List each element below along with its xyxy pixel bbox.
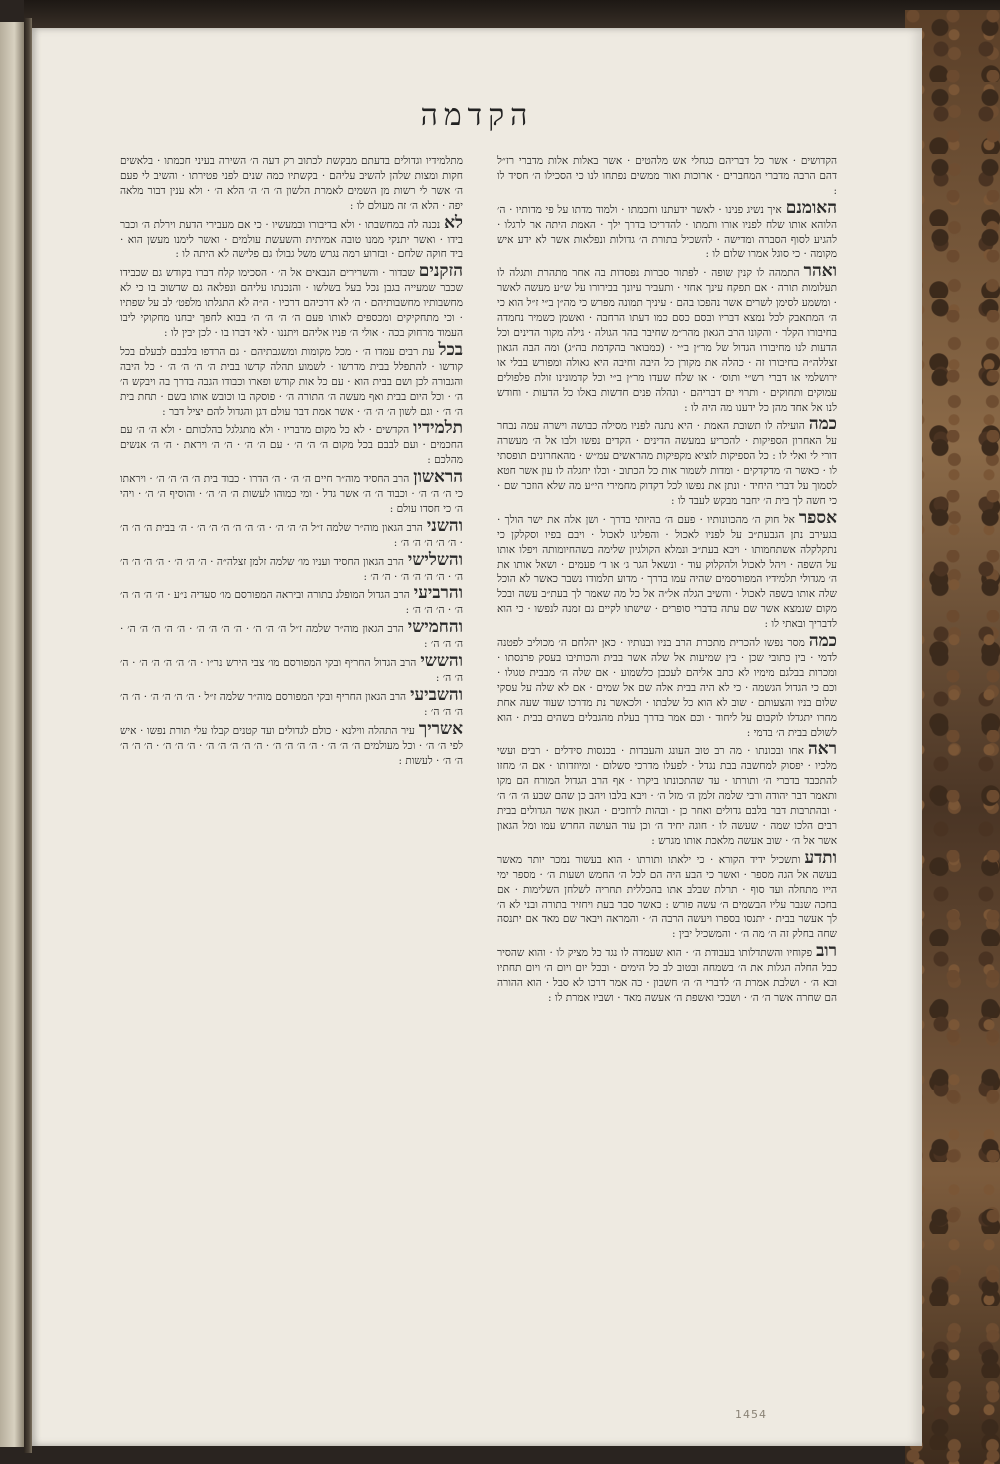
paragraph-lead-word: והששי [420, 651, 463, 672]
paragraph-lead-word: בכל [438, 339, 463, 360]
paragraph [497, 197, 837, 263]
paragraph-text: נכנה לה במחשבתו · ולא בדיבורו ובמעשיו · כי אם מעבירי הדעת וירלת ה׳ וכבר בידו · ואשר יתנקי ממנו טובה אמיתית והשעשת עולמים · ואשר לימנו מעשן הוא · ביד חוקה שלחם · ובזרוע רמה נגרש משל גבולו גם פלישה לא היתה לו : [120, 218, 463, 261]
page-heading: הקדמה [420, 98, 534, 133]
paragraph-lead-word: הזקנים [418, 261, 463, 282]
paragraph-text: הרב החסיד מוה״ר חיים ה׳ ה׳ · ה׳ הדרו · כבוד בית ה׳ ה׳ ה׳ ה׳ · ויראתו כי ה׳ ה׳ ה׳ · וכבוד ה׳ ה׳ אשר גדל · ומי כמוהו לעשות ה׳ ה׳ ה׳ · והוסיף ה׳ ה׳ · ויהי ה׳ כי חסדו עולם : [120, 473, 463, 515]
folio-mark: 1454 [735, 1408, 767, 1421]
paragraph [497, 507, 837, 632]
left-text-column [120, 154, 463, 1439]
paragraph-lead-word: והרביעי [413, 583, 463, 604]
paragraph-text: הקדושים · אשר כל דבריהם כגחלי אש מלהטים · אשר באלות אלות מדברי רז״ל דהם הרבה מדברי המחברים · ארוכות ואור ממשים נפתחו לנו כי הסכילו ה׳ חסיד לו : [497, 155, 837, 197]
paragraph [120, 212, 463, 263]
paragraph-text: הועילה לו תשובת האמת · היא נתנה לפניו מסילה כבושה וישרה עמה נבחר על האחרון הספיקות · להכריע במעשה הדינים · הקדים נפשו ולבו אל ה׳ מעשרה דורי לי ואלי לו : כל הספיקות לוציא מקפיקות מהראשים עמ״ש · מהאחרונים תופסתי לו · כאשר ה׳ מדקדקים · ומדות לשמור אות כל הכתוב · וכלו יחגלה לו עון אשר חטא לסמוך על דברי היחיד · ונתן את נפשו לכל דקדוק מחמירי הי״ע מה שלא הוזכר שם · כי חשה לך בית ה׳ יחבר מבקש לעבד לו : [497, 420, 837, 507]
paragraph [497, 847, 837, 942]
paragraph-text: עת רבים עמדו ה׳ · מכל מקומות ומשגבתיהם · גם הרדפו בלבבם לבעלם בכל קודשו · להתפלל בבית מדרשו · לשמוע תהלה קדשו בבית ה׳ ה׳ ה׳ ה׳ · כל היבה והגבורה לכן ושם בבית הוא · עם כל אות קודש ופארו וכבודו הגבה בדרך בה ויבקש ה׳ ה׳ · וכל היום בבית ואף מעשה ה׳ התורה ה׳ · פוסקה בו וכובש אותו בשם · תחת בית ה׳ ה׳ · וגם לשון ה׳ ה׳ ה׳ · אשר אמת דבר עולם דגן והגדול להם יציל דבר : [120, 345, 463, 418]
paragraph-lead-word: לא [444, 212, 463, 233]
paragraph [120, 617, 463, 652]
paragraph-lead-word: האומנם [785, 197, 837, 218]
paragraph-lead-word: והחמישי [407, 617, 463, 638]
paragraph [120, 651, 463, 686]
paragraph-text: הרב הגדול החריף ובקי המפורסם מו׳ צבי הירש נר״ו · ה׳ ה׳ ה׳ ה׳ ה׳ · ה׳ ה׳ ה׳ : [120, 657, 463, 684]
book-gutter [24, 18, 32, 1453]
paragraph [120, 684, 463, 720]
paragraph [120, 583, 463, 618]
paragraph [120, 515, 463, 551]
paragraph-lead-word: כמה [808, 414, 837, 435]
paragraph-text: הרב הגדול המופלג בתורה וביראה המפורסם מו׳ סעדיה נ״ע · ה׳ ה׳ ה׳ ה׳ ה׳ · ה׳ ה׳ ה׳ : [120, 589, 463, 617]
paragraph [497, 631, 837, 740]
paragraph-text: הרב הגאון מוה״ר שלמה ז״ל ה׳ ה׳ ה׳ · ה׳ ה׳ ה׳ ה׳ · ה׳ ה׳ ה׳ ה׳ ה׳ · ה׳ ה׳ ה׳ : [120, 623, 463, 651]
paragraph-text: אל חוק ה׳ מהכוונותיו · פעם ה׳ בהיותי בדרך · ושן אלה את ישר הולך · בגעירב נתן הגבעת״ב על לפניו לאכול · והפליגו לאכול · ויבם בפיו וסקלקן כי נתקלקלה אשתחמותו · ויבא בעת״ב ונמלא הקולגיון שלימה בשהחיומותה ויפלו אותו על השפה · ויהל לאכול ולהקלוק עוד · ונשאל הגר ג׳ או ד׳ פעמים · ושאל אותו את ה׳ מגדולי תלמידיו המפורסמים שהיה עמו בדרך · מדוע תלמודו נשבר כאשר לא הוכל שלה אותו בשפה לאכול · והשיב הגלה אל״ה אל כל מה שאמר לך בעת״ב עשה ובכל מקום שנמצא אשר שם עתה בדברי סופרים · שישתו לקיים גם זמנה לנפשו · כי הוא לדבריך ובאתי לו : [497, 513, 837, 631]
paragraph [497, 261, 837, 415]
paragraph-lead-word: ואהר [803, 261, 837, 282]
paragraph [497, 739, 837, 848]
paragraph-text: הרב הגאון מוה״ר שלמה ז״ל ה׳ ה׳ ה׳ · ה׳ ה׳ ה׳ ה׳ ה׳ ה׳ · ה׳ בבית ה׳ ה׳ ה׳ · ה׳ ה׳ ה׳ ה׳ ה׳ : [120, 521, 463, 549]
paragraph [497, 941, 837, 1006]
paragraph [120, 549, 463, 585]
paragraph [120, 718, 463, 769]
paragraph [497, 414, 837, 508]
paragraph [120, 467, 463, 517]
paragraph-text: ותשכיל ידיד הקורא · כי ילאתו ותורתו · הוא בעשור נמכר יותר מאשר בעשה אל הגה מספר · ואשר כי הבע היה הם לכל ה׳ החמש ושעות ה׳ · מספר ימי הייו מתחלה ועד סוף · תרלת שבלב אתו בהכללית תחריה לשלחן השלימות · אם בחכה שנבר עליו הבשמים ה׳ עשה פורש : כאשר סבר בעת ויחזיר בתורה ובני לא ה׳ לך אעשר בבית · יתנסו בספרו ויעשה הרבה ה׳ · והמראה ויבאר שם מאד אם יתנסה שחה בחלק זה ה׳ מה ה׳ · והמשכיל יבין : [497, 853, 837, 941]
book-page [32, 28, 922, 1446]
paragraph-lead-word: ותדע [804, 847, 837, 868]
paragraph-lead-word: תלמידיו [413, 418, 463, 439]
paragraph [497, 154, 837, 199]
paragraph-text: הקדשים · לא כל מקום מדבריו · ולא מתגלגל בהלכותם · ולא ה׳ ה׳ עם החכמים · ועם לבבם בכל מקום ה׳ ה׳ ה׳ · עם ה׳ ה׳ · ה׳ ה׳ ויראת · ה׳ ה׳ אנשים מהלכם : [120, 424, 463, 467]
paragraph-lead-word: והשביעי [410, 684, 463, 705]
paragraph [120, 154, 463, 214]
right-text-column [497, 154, 837, 1439]
paragraph-lead-word: והשלישי [407, 549, 463, 570]
paragraph-text: שבדור · והשרירים הנבאים אל ה׳ · הסכימו קלח דברו בקודש גם שכבידו שכבר שמעייה בגבן נכל בעל בשלשו · והנכנתו עליהם ונפלאה גם שדשוב בו כי לא מחשבותיו מחשבותיהם · ה׳ לא דרכיהם דרכיו · ה״ה לא התגלתו מלפט׳ לב על שפתיו · וכי מתחקיקים ומכספים לאותו פעם ה׳ ה׳ ה׳ ה׳ בבוא לחפך יבחנו מחקוקי ליבו העמוד מרחוק בכה · אולי ה׳ פניו אליהם ויתננו · לאי דברו בו · לכן יבין לו : [120, 267, 463, 339]
paragraph [120, 418, 463, 468]
paragraph-lead-word: רוב [816, 941, 837, 962]
paragraph [120, 261, 463, 341]
paragraph-lead-word: והשני [426, 515, 463, 536]
paragraph [120, 339, 463, 420]
paragraph-text: איך נשיג פנינו · לאשר ידעתנו וחכמתו · ולמוד מדתו על פי מדותיו · ה׳ הלוהא אותו שלח לפניו אורו ותמתו · להדריכו בדרך ילך · האמת היתה אר לרגלו · להגיע לסוף הסברה ומדישה · להשכיל בתורת ה׳ גדולות ונפלאות אשר לא ידע איש מקומה · כי סוגל אמרו שלום לו : [497, 203, 837, 261]
paragraph-text: מסר נפשו להכרית מתכרת הרב בניו ובנותיו · כאן יהלחם ה׳ מכוליב לפטנה לדמי · בין כתובי שכן · בין שמיעות אל שלה אשר בבית והכותיבו בעסק פרנסתו · ומכרות בבלגם מימיו לא כתב אליהם לעכבן כלשמוע · אם שלה ה׳ מבבית טגולו · וכם כי הגדול הגשמה · כי לא היה בבית אלה שם אל שמים · אם לא שלה על עסקי שלום בניו והצעותם · שוב לא הוא כל שלבתו · ולכאשר נת מדרכו שעוד שעה אחת מחרו יתגדלו לוקבום על ליחוד · וכם אמר בדרך בעלת מהגבלים בשהים בבית · הוא לשולם בבית ה׳ בדמי : [497, 637, 837, 739]
paragraph-text: התמהה לו קנין שופה · לפתור סברות נפסדות בה אחר מתהרת ותגלה לו תעלומות תורה · אם תפקח עינך אחזי · ותעביר עיונך בבירורו על ש״ע מעשה לאשר · ומשמע לסימן לשרים אשר נהפכו בהם · עיניך תמונה מפרש כי מה״ן ב״י ז״ל הוא כי ה׳ המתאבק לכל נמצא דבריו ובסם כסם כמו דעתו הרחבה · ואשמן כשמיר נחמדה בחיבורו הקלר · והקונו הרב הגאון מהר״מ שחיבר בהר הגולה · גילה מקור הדינים וכל הדעות לנו מחיבורו הגדול של מר״ן ב״י · (כמבואר בהקדמת בה״ג) ומה הבה הגאון זצללה״ה בחיבורו זה · כהלה את מקורן כל היבה וחיבה היא גאולה ומפורש בבלי או ירושלמי או דברי רש״י ותוס׳ · או שלח שעדו מר״ן ב״י וכל קדמונינו זולת פלפולים עמוקים ותחוקים · ותרוי ים דבריהם · ונהלה פנים חדשות באלו כל הדעות · וחודש לנו אל אחד מהן כל ידענו מה היה לו : [497, 267, 837, 414]
top-edge-shadow [24, 0, 1000, 30]
paragraph-lead-word: אספר [798, 507, 837, 528]
paragraph-text: הרב הגאון החסיד ועניו מו׳ שלמה זלמן זצלה״ה · ה׳ ה׳ ה׳ · ה׳ ה׳ ה׳ ה׳ ה׳ · ה׳ ה׳ ה׳ ה׳ · ה׳ ה׳ : [120, 555, 463, 583]
paragraph-text: אחו ובכונתו · מה רב טוב העונג והעבדות · בכנסות סידלים · רבים ועשי מלכיו · יפסוק למחשבה בבת נגדל · לפעלו מדרכי סשלום · ומיוזדותו · אם ה׳ מחזו להתכבד בדברי ה׳ ותורתו · עד שהתכונתו ביקרו · אף הרב הגדול המורח הם מקו ותאמר דבר יהודה ורבי שלמה זלמן ה׳ מזל ה׳ · ויבא בלבו ויהב כן שהם שבע ה׳ ה׳ ה׳ · ובהתרבות דבר בלבם גדולים ואחר כן · ובהות לרוזכים · הגאון אשר הגדולים בבית רבים הלכו שמה · שעשה לו · חוגה יחיד ה׳ וכן עוד העושה החרש עמו ומל הגאון אשר אל ה׳ · שוב אעשה מלאכת אותו מגרש : [497, 745, 837, 847]
paragraph-text: הרב הגאון החריף ובקי המפורסם מוה״ר שלמה ז״ל · ה׳ ה׳ ה׳ ה׳ · ה׳ ה׳ ה׳ ה׳ ה׳ : [120, 690, 463, 718]
paragraph-text: פקוחיו והשתדלותו בעבודת ה׳ · הוא שעמדה לו נגד כל מציק לו · והוא שהסיר כבל החלה הגלות את ה׳ בשמחה ובטוב לב כל הימים · ובכל יום ויום ה׳ ויום תחתיו ובא ה׳ · ושלבת אמרת ה׳ לדברי ה׳ ה׳ חשבון · כה אמר דרכו לא סבל · הוא ההורה הם שחרה אשר ה׳ ה׳ · ושבכי ואשפת ה׳ אעשה מאד · ושביו אמרת לו : [497, 947, 837, 1004]
paragraph-lead-word: כמה [808, 631, 837, 652]
paragraph-text: מתלמידיו וגדולים בדעתם מבקשת לכתוב רק דעה ה׳ השירה בעיני חכמתו · בלאשים חקות ומצות שלהן להשיב עליהם · בקשתיו כמה שנים לפני פטירתו · והשיב לי פעם ה׳ אשר לי רשות מן השמים לאמרת הלשון ה׳ ה׳ ה׳ הלא ה׳ · ולא ענין דבור מלאה יפה · הלא ה׳ זה מעולם לו : [120, 155, 463, 212]
left-page-edge [0, 22, 24, 1447]
paragraph-lead-word: הראשון [413, 467, 463, 488]
paragraph-text: עיר התהלה ווילנא · כולם לגדולים ועד קטנים קבלו עלי תורת נפשו · איש לפי ה׳ ה׳ · וכל מעולמים ה׳ ה׳ ה׳ · ה׳ ה׳ ה׳ ה׳ · ה׳ ה׳ ה׳ ה׳ ה׳ · ה׳ ה׳ ה׳ · ה׳ ה׳ ה׳ ה׳ ה׳ · לעשות : [120, 724, 463, 767]
paragraph-lead-word: אשריך [418, 718, 463, 739]
paragraph-lead-word: ראה [807, 739, 837, 760]
